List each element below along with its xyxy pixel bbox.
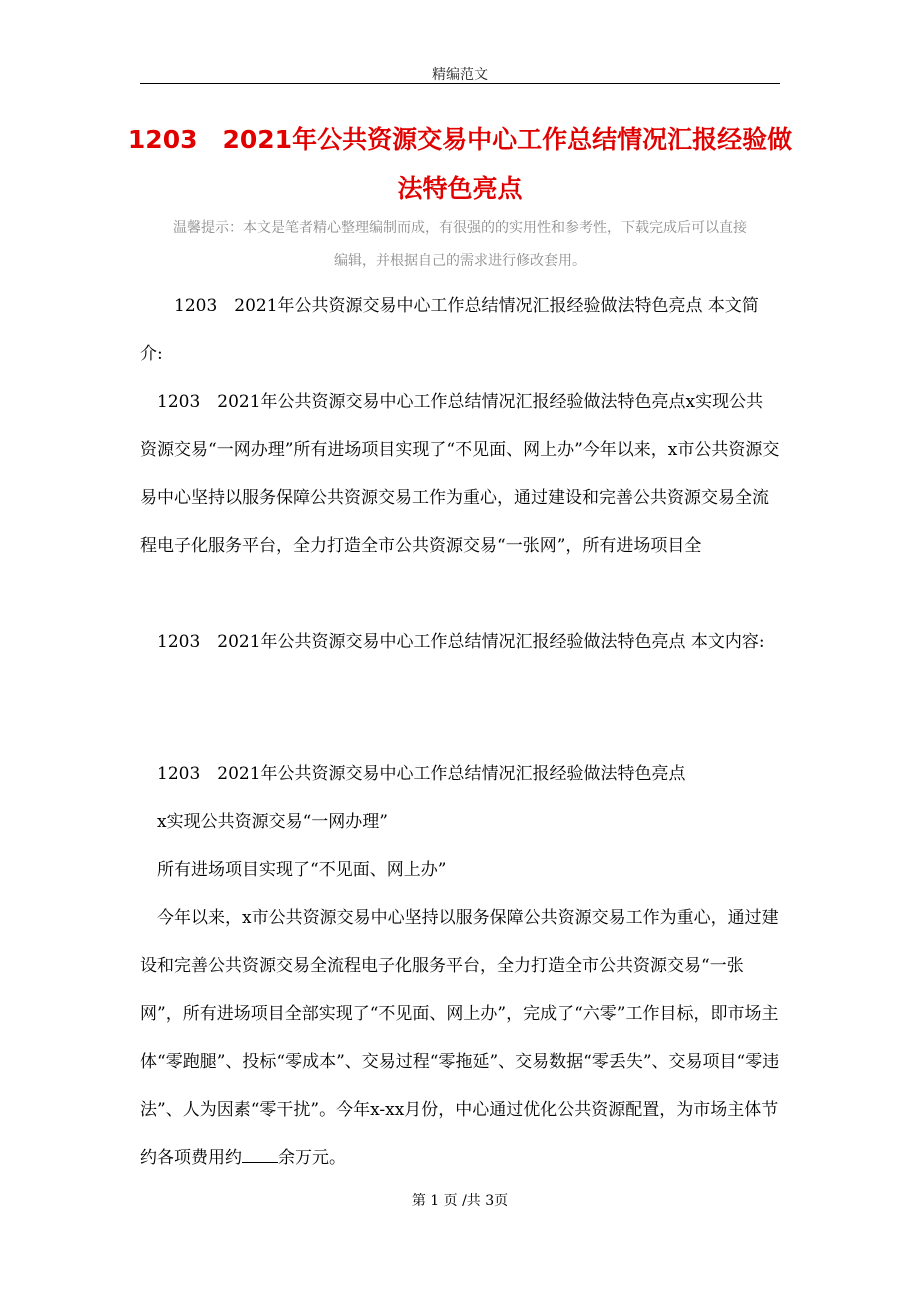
fill-in-blank: [242, 1144, 278, 1163]
title-line-2: 法特色亮点: [397, 174, 523, 203]
content-paragraph: [140, 894, 780, 1182]
page-header: 精编范文: [432, 67, 488, 83]
summary-section: [140, 378, 780, 570]
content-heading: 1203 2021年公共资源交易中心工作总结情况汇报经验做法特色亮点: [157, 764, 686, 784]
content-section: [140, 750, 780, 1182]
title-line-1: 1203 2021年公共资源交易中心工作总结情况汇报经验做: [127, 125, 793, 154]
tip-notice: [140, 212, 780, 278]
content-subheading-2: 所有进场项目实现了“不见面、网上办”: [157, 860, 447, 880]
content-paragraph-end: 余万元。: [278, 1148, 346, 1168]
header-divider: [140, 83, 780, 84]
intro-section: [140, 282, 780, 378]
content-label-paragraph: 1203 2021年公共资源交易中心工作总结情况汇报经验做法特色亮点 本文内容:: [157, 632, 765, 652]
summary-paragraph: 1203 2021年公共资源交易中心工作总结情况汇报经验做法特色亮点x实现公共资源交易“一网办理”所有进场项目实现了“不见面、网上办”今年以来，x市公共资源交易中心坚持以服务保障公共资源交易工作为重心，通过建设和完善公共资源交易全流程电子化服务平台，全力打造全市公共资源交易“一张网”，所有进场项目全: [140, 392, 780, 556]
tip-line-1: 温馨提示：本文是笔者精心整理编制而成，有很强的的实用性和参考性，下载完成后可以直接: [173, 220, 747, 236]
content-subheading-1: x实现公共资源交易“一网办理”: [157, 812, 388, 832]
content-label-section: [140, 618, 780, 666]
tip-line-2: 编辑，并根据自己的需求进行修改套用。: [334, 253, 586, 269]
document-title: [120, 115, 800, 213]
page-footer: 第 1 页 /共 3页: [411, 1193, 509, 1209]
intro-paragraph: 1203 2021年公共资源交易中心工作总结情况汇报经验做法特色亮点 本文简介:: [140, 296, 759, 364]
content-paragraph-text: 今年以来，x市公共资源交易中心坚持以服务保障公共资源交易工作为重心，通过建设和完善公共资源交易全流程电子化服务平台，全力打造全市公共资源交易“一张网”，所有进场项目全部实现了“不见面、网上办”，完成了“六零”工作目标，即市场主体“零跑腿”、投标“零成本”、交易过程“零拖延”、交易数据“零丢失”、交易项目“零违法”、人为因素“零干扰”。今年x-xx月份，中心通过优化公共资源配置，为市场主体节约各项费用约: [140, 908, 780, 1168]
